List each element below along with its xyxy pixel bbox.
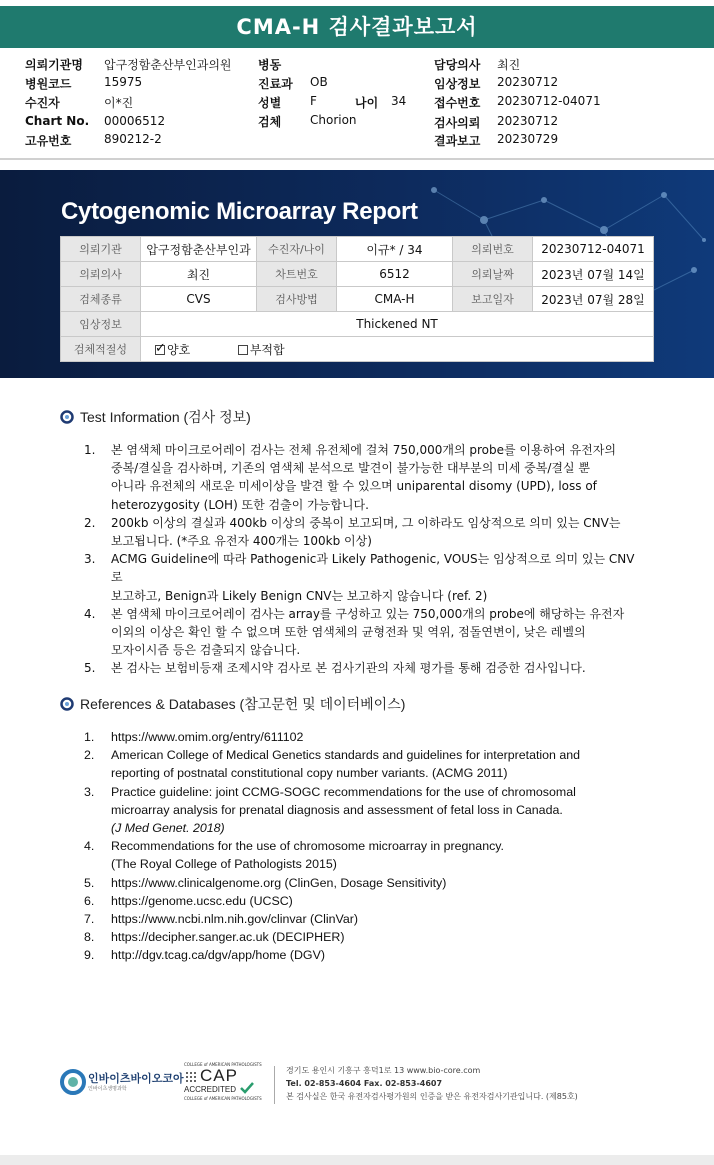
item-line: reporting of postnatal constitutional copy number variants. (ACMG 2011) [111,766,508,781]
references-list [84,728,644,965]
header-label: 나이 [355,96,379,110]
header-label: 임상정보 [434,77,481,91]
test-info-heading [60,407,251,427]
company-logo-icon [60,1069,86,1095]
header-value: OB [310,75,328,89]
adequacy-bad-label: 부적합 [249,342,285,357]
item-line: 본 염색체 마이크로어레이 검사는 array를 구성하고 있는 750,000개의 probe에 해당하는 유전자 [111,606,625,621]
reference-link[interactable]: https://www.clinicalgenome.org (ClinGen, Dosage Sensitivity) [111,875,447,890]
header-value: 00006512 [104,114,166,128]
item-line: heterozygosity (LOH) 또한 검출이 가능합니다. [111,497,369,512]
page-bottom-strip [0,1155,714,1165]
item-line: (The Royal College of Pathologists 2015) [111,857,337,872]
adequacy-cell [141,337,654,362]
list-item [84,746,644,782]
header-value: 20230712 [497,114,559,128]
item-line: 이외의 이상은 확인 할 수 없으며 또한 염색체의 균형전좌 및 역위, 점돌연변이, 낮은 레벨의 [111,625,586,640]
table-value: CVS [141,287,257,312]
table-row [61,337,654,362]
header-label: 의뢰기관명 [25,58,83,72]
report-banner [0,170,714,378]
item-number: 2. [84,515,96,530]
header-label: 검사의뢰 [434,116,481,130]
header-label: 성별 [258,96,282,110]
reference-link[interactable]: https://www.omim.org/entry/611102 [111,730,304,744]
cap-accredited-logo [182,1062,262,1106]
report-info-table [60,236,654,362]
item-number: 1. [84,730,95,744]
list-item [84,783,644,838]
table-label: 의뢰번호 [453,237,533,262]
header-label: 수진자 [25,96,60,110]
footer-address: 경기도 용인시 기흥구 흥덕1로 13 www.bio-core.com [286,1066,481,1075]
adequacy-bad-checkbox[interactable] [238,345,248,355]
header-value: 최진 [497,58,521,72]
item-line: 본 검사는 보험비등재 조제시약 검사로 본 검사기관의 자체 평가를 통해 검증한 검사입니다. [111,661,586,676]
list-item [84,441,644,514]
item-line: 200kb 이상의 결실과 400kb 이상의 중복이 보고되며, 그 이하라도 임상적으로 의미 있는 CNV는 [111,515,621,530]
list-item [84,605,644,660]
table-label: 검체적절성 [61,337,141,362]
header-label: 담당의사 [434,58,481,72]
footer-contact [286,1064,578,1103]
header-label: 검체 [258,115,282,129]
reference-link[interactable]: https://decipher.sanger.ac.uk (DECIPHER) [111,930,345,945]
clinical-info-value: Thickened NT [141,312,654,337]
item-line: microarray analysis for prenatal diagnosis and assessment of fetal loss in Canada. [111,802,563,817]
table-row [61,262,654,287]
table-label: 의뢰의사 [61,262,141,287]
cap-logo-text: CAP [200,1066,238,1085]
item-line: 중복/결실을 검사하며, 기존의 염색체 분석으로 발견이 불가능한 대부분의 미세 중복/결실 뿐 [111,461,590,476]
table-label: 수진자/나이 [257,237,337,262]
item-number: 5. [84,875,95,890]
table-value: 20230712-04071 [533,237,654,262]
header-label: 진료과 [258,77,293,91]
item-number: 3. [84,552,96,567]
table-value: 2023년 07월 14일 [533,262,654,287]
item-number: 1. [84,443,96,457]
list-item [84,946,644,964]
item-line: ACMG Guideline에 따라 Pathogenic과 Likely Pathogenic, VOUS는 임상적으로 의미 있는 CNV로 [111,552,635,585]
cap-top-text: COLLEGE of AMERICAN PATHOLOGISTS [184,1062,262,1067]
item-number: 2. [84,748,95,763]
item-line: 본 염색체 마이크로어레이 검사는 전체 유전체에 걸쳐 750,000개의 probe를 이용하여 유전자의 [111,443,616,457]
item-line: American College of Medical Genetics standards and guidelines for interpretation and [111,748,581,763]
list-item [84,728,644,746]
table-value: 압구정함춘산부인과 [141,237,257,262]
table-value: 최진 [141,262,257,287]
header-divider [0,158,714,160]
item-line: (J Med Genet. 2018) [111,821,225,836]
table-label: 임상정보 [61,312,141,337]
list-item [84,874,644,892]
patient-header [0,54,714,154]
test-info-list [84,441,644,678]
list-item [84,837,644,873]
table-value: 2023년 07월 28일 [533,287,654,312]
section-bullet-icon [60,410,74,424]
item-line: 보고하고, Benign과 Likely Benign CNV는 보고하지 않습니다 (ref. 2) [111,588,488,603]
footer-divider [274,1066,275,1104]
header-value: Chorion [310,113,357,127]
header-value: 15975 [104,75,143,89]
list-item [84,892,644,910]
item-number: 4. [84,839,95,854]
references-heading [60,694,405,714]
adequacy-ok-checkbox[interactable] [155,345,165,355]
header-value: 34 [391,94,407,108]
company-subname: 인바이츠생명과학 [88,1086,127,1092]
report-title: CMA-H 검사결과보고서 [0,6,714,48]
header-label: 접수번호 [434,96,481,110]
reference-link[interactable]: https://genome.ucsc.edu (UCSC) [111,893,293,908]
item-number: 6. [84,893,95,908]
header-label: 병원코드 [25,77,72,91]
footer-phone: Tel. 02-853-4604 Fax. 02-853-4607 [286,1079,443,1088]
reference-link[interactable]: https://www.ncbi.nlm.nih.gov/clinvar (ClinVar) [111,912,358,927]
company-name: 인바이츠바이오코아 [88,1072,184,1085]
footer-certification: 본 검사실은 한국 유전자검사평가원의 인증을 받은 유전자검사기관입니다. (제85호) [286,1092,578,1101]
check-icon [240,1082,254,1094]
adequacy-ok-label: 양호 [167,342,191,357]
item-line: 아니라 유전체의 새로운 미세이상을 발견 할 수 있으며 uniparental disomy (UPD), loss of [111,479,597,494]
item-number: 9. [84,948,95,963]
header-label: 결과보고 [434,134,481,148]
section-title: Test Information (검사 정보) [80,409,251,425]
table-value: 이규* / 34 [337,237,453,262]
footer [60,1062,660,1108]
list-item [84,910,644,928]
table-label: 검사방법 [257,287,337,312]
header-value: F [310,94,317,108]
item-line: 모자이시즘 등은 검출되지 않습니다. [111,643,301,658]
table-row [61,237,654,262]
item-number: 3. [84,784,95,799]
item-number: 5. [84,661,96,676]
item-number: 4. [84,606,96,621]
list-item [84,514,644,550]
cap-emblem-icon [184,1070,198,1084]
item-line: 보고됩니다. (*주요 유전자 400개는 100kb 이상) [111,534,372,549]
table-value: CMA-H [337,287,453,312]
company-logo [60,1066,184,1100]
banner-title: Cytogenomic Microarray Report [61,198,418,225]
table-row [61,287,654,312]
header-label: 병동 [258,58,282,72]
header-value: 압구정함춘산부인과의원 [104,58,232,72]
table-value: 6512 [337,262,453,287]
item-line: Practice guideline: joint CCMG-SOGC recommendations for the use of chromosomal [111,784,576,799]
section-bullet-icon [60,697,74,711]
table-label: 의뢰기관 [61,237,141,262]
header-value: 이*진 [104,96,134,110]
list-item [84,928,644,946]
header-value: 20230729 [497,132,559,146]
item-number: 7. [84,912,95,927]
header-label: Chart No. [25,114,90,128]
header-label: 고유번호 [25,134,72,148]
reference-link[interactable]: http://dgv.tcag.ca/dgv/app/home (DGV) [111,948,325,963]
table-label: 차트번호 [257,262,337,287]
header-value: 20230712 [497,75,559,89]
cap-accredited-text: ACCREDITED [184,1085,237,1094]
table-label: 보고일자 [453,287,533,312]
table-row [61,312,654,337]
header-value: 890212-2 [104,132,162,146]
section-title: References & Databases (참고문헌 및 데이터베이스) [80,696,406,712]
item-line: Recommendations for the use of chromosome microarray in pregnancy. [111,839,505,854]
table-label: 검체종류 [61,287,141,312]
list-item [84,659,644,677]
list-item [84,550,644,605]
header-value: 20230712-04071 [497,94,601,108]
cap-bottom-text: COLLEGE of AMERICAN PATHOLOGISTS [184,1096,262,1101]
table-label: 의뢰날짜 [453,262,533,287]
item-number: 8. [84,930,95,945]
